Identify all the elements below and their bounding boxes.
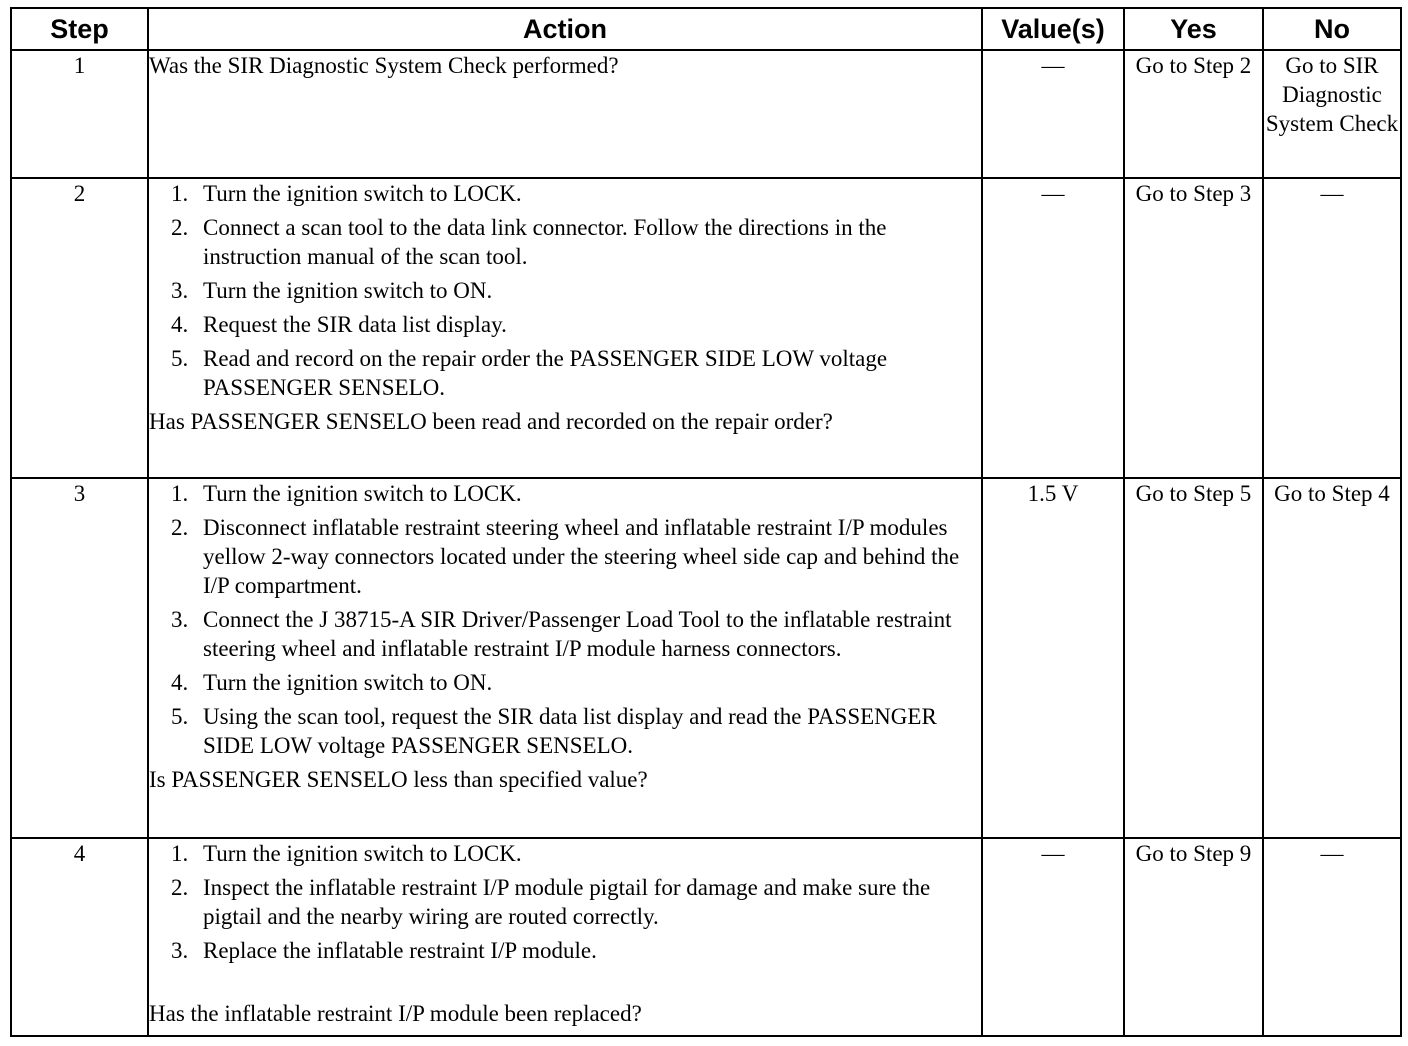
action-question: Is PASSENGER SENSELO less than specified value? bbox=[149, 767, 648, 792]
action-question: Was the SIR Diagnostic System Check performed? bbox=[149, 53, 619, 78]
action-step: 3. Replace the inflatable restraint I/P module. bbox=[171, 938, 597, 963]
no-text: Go to Step 4 bbox=[1274, 481, 1390, 506]
value-cell: — bbox=[982, 838, 1124, 1036]
action-question: Has PASSENGER SENSELO been read and recorded on the repair order? bbox=[149, 409, 833, 434]
table-row bbox=[11, 838, 1401, 1036]
yes-cell bbox=[1124, 178, 1263, 478]
header-yes: Yes bbox=[1124, 8, 1263, 50]
header-values: Value(s) bbox=[982, 8, 1124, 50]
action-step: 1. Turn the ignition switch to LOCK. bbox=[171, 841, 522, 866]
step-number: 2 bbox=[11, 178, 148, 478]
value-cell: — bbox=[982, 178, 1124, 478]
no-text: Go to SIR Diagnostic System Check bbox=[1265, 53, 1399, 136]
diagnostic-table bbox=[10, 7, 1402, 1037]
action-step: 1. Turn the ignition switch to LOCK. bbox=[171, 181, 522, 206]
action-step: 5. Read and record on the repair order the PASSENGER SIDE LOW voltage PASSENGER SENSELO. bbox=[171, 346, 888, 400]
header-action: Action bbox=[148, 8, 982, 50]
action-step: 1. Turn the ignition switch to LOCK. bbox=[171, 481, 522, 506]
value-cell: 1.5 V bbox=[982, 478, 1124, 838]
action-step: 2. Connect a scan tool to the data link connector. Follow the directions in the instruction manual of the scan tool. bbox=[171, 215, 887, 269]
action-step: 3. Connect the J 38715-A SIR Driver/Passenger Load Tool to the inflatable restraint steering wheel and inflatable restraint I/P module harness connectors. bbox=[171, 607, 952, 661]
step-number: 3 bbox=[11, 478, 148, 838]
step-number: 1 bbox=[11, 50, 148, 178]
table-row bbox=[11, 178, 1401, 478]
action-step: 4. Request the SIR data list display. bbox=[171, 312, 507, 337]
yes-text: Go to Step 5 bbox=[1135, 481, 1252, 506]
table-row bbox=[11, 50, 1401, 178]
action-cell bbox=[148, 178, 982, 478]
no-cell bbox=[1263, 478, 1401, 838]
action-step: 5. Using the scan tool, request the SIR data list display and read the PASSENGER SIDE LOW voltage PASSENGER SENSELO. bbox=[171, 704, 937, 758]
action-step: 2. Disconnect inflatable restraint steering wheel and inflatable restraint I/P modules yellow 2-way connectors located under the steering wheel side cap and behind the I/P compartment. bbox=[171, 515, 960, 598]
header-row bbox=[11, 8, 1401, 50]
yes-text: Go to Step 9 bbox=[1135, 841, 1252, 866]
action-cell bbox=[148, 478, 982, 838]
action-question: Has the inflatable restraint I/P module been replaced? bbox=[149, 1001, 642, 1026]
yes-cell bbox=[1124, 478, 1263, 838]
value-cell: — bbox=[982, 50, 1124, 178]
yes-text: Go to Step 2 bbox=[1135, 53, 1252, 78]
action-steps bbox=[149, 479, 981, 760]
yes-cell bbox=[1124, 838, 1263, 1036]
no-cell bbox=[1263, 50, 1401, 178]
action-step: 4. Turn the ignition switch to ON. bbox=[171, 670, 493, 695]
header-no: No bbox=[1263, 8, 1401, 50]
step-number: 4 bbox=[11, 838, 148, 1036]
table-row bbox=[11, 478, 1401, 838]
no-cell: — bbox=[1263, 178, 1401, 478]
action-step: 2. Inspect the inflatable restraint I/P module pigtail for damage and make sure the pigtail and the nearby wiring are routed correctly. bbox=[171, 875, 931, 929]
yes-cell bbox=[1124, 50, 1263, 178]
action-step: 3. Turn the ignition switch to ON. bbox=[171, 278, 493, 303]
action-cell bbox=[148, 50, 982, 178]
yes-text: Go to Step 3 bbox=[1135, 181, 1252, 206]
action-cell bbox=[148, 838, 982, 1036]
no-cell: — bbox=[1263, 838, 1401, 1036]
action-steps bbox=[149, 179, 981, 402]
header-step: Step bbox=[11, 8, 148, 50]
action-steps bbox=[149, 839, 981, 965]
